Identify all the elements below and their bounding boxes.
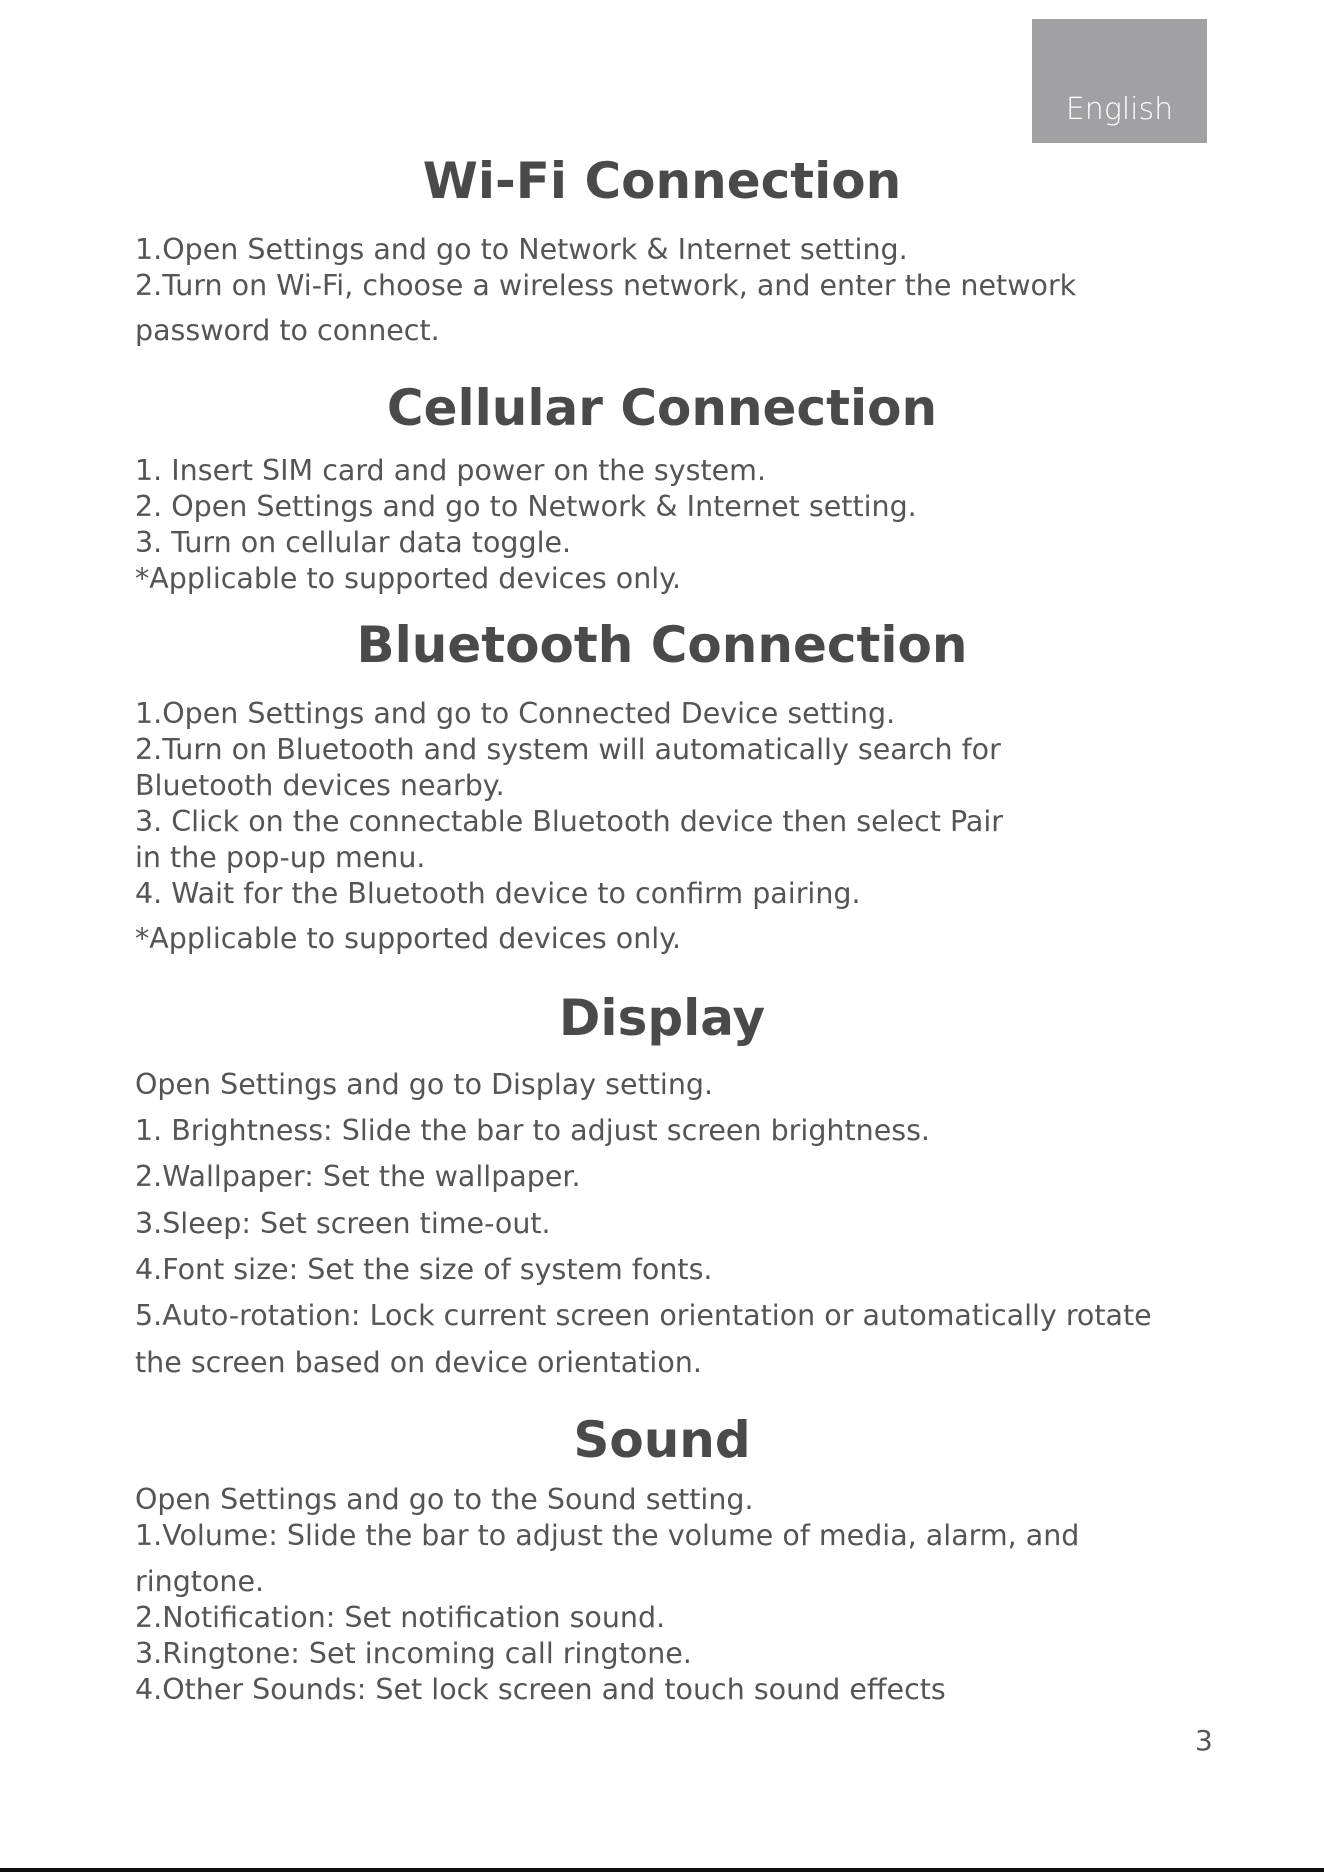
wifi-step-2-cont: password to connect. bbox=[135, 314, 440, 347]
wifi-step-2: 2.Turn on Wi-Fi, choose a wireless network, and enter the network bbox=[135, 269, 1077, 302]
sound-section-title: Sound bbox=[573, 1411, 751, 1469]
wifi-section-title: Wi-Fi Connection bbox=[422, 152, 902, 210]
page-number: 3 bbox=[1195, 1724, 1213, 1757]
cellular-note: *Applicable to supported devices only. bbox=[135, 562, 682, 595]
cellular-step-3: 3. Turn on cellular data toggle. bbox=[135, 526, 572, 559]
sound-item-other-sounds: 4.Other Sounds: Set lock screen and touch sound effects bbox=[135, 1673, 946, 1706]
display-intro: Open Settings and go to Display setting. bbox=[135, 1068, 714, 1101]
bluetooth-step-2-cont: Bluetooth devices nearby. bbox=[135, 769, 505, 802]
bluetooth-step-2: 2.Turn on Bluetooth and system will automatically search for bbox=[135, 733, 1001, 766]
bluetooth-note: *Applicable to supported devices only. bbox=[135, 922, 682, 955]
language-tab: English bbox=[1032, 19, 1207, 143]
bluetooth-step-1: 1.Open Settings and go to Connected Device setting. bbox=[135, 697, 896, 730]
display-section-title: Display bbox=[558, 989, 766, 1047]
display-item-sleep: 3.Sleep: Set screen time-out. bbox=[135, 1207, 551, 1240]
cellular-step-2: 2. Open Settings and go to Network & Internet setting. bbox=[135, 490, 917, 523]
display-item-brightness: 1. Brightness: Slide the bar to adjust screen brightness. bbox=[135, 1114, 930, 1147]
sound-intro: Open Settings and go to the Sound setting. bbox=[135, 1483, 754, 1516]
display-item-font-size: 4.Font size: Set the size of system fonts. bbox=[135, 1253, 713, 1286]
sound-item-ringtone: 3.Ringtone: Set incoming call ringtone. bbox=[135, 1637, 692, 1670]
display-item-auto-rotation-cont: the screen based on device orientation. bbox=[135, 1346, 702, 1379]
wifi-step-1: 1.Open Settings and go to Network & Internet setting. bbox=[135, 233, 908, 266]
display-item-wallpaper: 2.Wallpaper: Set the wallpaper. bbox=[135, 1160, 581, 1193]
bluetooth-section-title: Bluetooth Connection bbox=[356, 616, 968, 674]
bluetooth-step-3-cont: in the pop-up menu. bbox=[135, 841, 426, 874]
bluetooth-step-3: 3. Click on the connectable Bluetooth device then select Pair bbox=[135, 805, 1004, 838]
cellular-section-title: Cellular Connection bbox=[386, 379, 938, 437]
sound-item-volume: 1.Volume: Slide the bar to adjust the volume of media, alarm, and bbox=[135, 1519, 1080, 1552]
sound-item-notification: 2.Notification: Set notification sound. bbox=[135, 1601, 666, 1634]
bottom-border bbox=[0, 1868, 1324, 1872]
cellular-step-1: 1. Insert SIM card and power on the system. bbox=[135, 454, 767, 487]
bluetooth-step-4: 4. Wait for the Bluetooth device to confirm pairing. bbox=[135, 877, 861, 910]
display-item-auto-rotation: 5.Auto-rotation: Lock current screen orientation or automatically rotate bbox=[135, 1299, 1152, 1332]
sound-item-volume-cont: ringtone. bbox=[135, 1565, 265, 1598]
